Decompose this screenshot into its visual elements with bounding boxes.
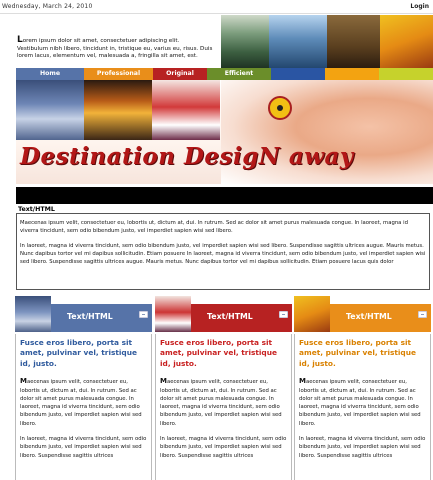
column-tab (191, 304, 292, 332)
column-header (155, 296, 292, 332)
nav-item-original[interactable]: Original (153, 68, 207, 80)
column-header (15, 296, 152, 332)
banner-photo-sunset (84, 80, 152, 140)
section-title: Text/HTML (18, 206, 55, 213)
divider-bar (16, 187, 433, 204)
column-tab-label: Text/HTML (207, 312, 253, 321)
header-photo-yacht (269, 15, 327, 68)
column-paragraph-2: In laoreet, magna id viverra tincidunt, sem odio bibendum justo, vel imperdiet sapien wisi sed libero. Suspendisse sagittis ultrices (20, 436, 147, 459)
column-subtitle: Fusce eros libero, porta sit amet, pulvinar vel, tristique id, justo. (160, 338, 278, 368)
banner-photo-architecture (16, 80, 84, 140)
column-thumbnail (294, 296, 330, 332)
column-body (15, 334, 152, 480)
column-paragraph-2: In laoreet, magna id viverra tincidunt, sem odio bibendum justo, vel imperdiet sapien wisi sed libero. Suspendisse sagittis ultrices (299, 436, 426, 459)
edit-icon[interactable] (139, 311, 148, 318)
column-thumbnail (155, 296, 191, 332)
section-text-box (16, 213, 430, 290)
column-tab (51, 304, 152, 332)
intro-drop-letter: L (17, 35, 23, 45)
intro-rest: Vestibulum nibh libero, tincidunt in, tristique eu, varius eu, risus. Duis lorem lacus, elementum vel, malesuada a, fringilla sit amet, est. (17, 45, 213, 60)
top-bar (0, 0, 433, 14)
column-drop-letter: M (20, 377, 27, 386)
login-link[interactable]: Login (410, 3, 429, 10)
column-subtitle: Fusce eros libero, porta sit amet, pulvinar vel, tristique id, justo. (20, 338, 138, 368)
current-date: Wednesday, March 24, 2010 (2, 3, 93, 10)
nav-item-professional[interactable]: Professional (84, 68, 153, 80)
header-photo-flowers (380, 15, 433, 68)
column-tab-label: Text/HTML (67, 312, 113, 321)
intro-text (17, 37, 222, 61)
edit-icon[interactable] (279, 311, 288, 318)
column-red (155, 296, 292, 480)
column-paragraph (20, 377, 147, 428)
site-logo: Destination DesigN away (20, 143, 354, 170)
header-photo-forest (221, 15, 269, 68)
column-tab-label: Text/HTML (346, 312, 392, 321)
main-nav (16, 68, 433, 80)
column-paragraph-2: In laoreet, magna id viverra tincidunt, sem odio bibendum justo, vel imperdiet sapien wisi sed libero. Suspendisse sagittis ultrices (160, 436, 287, 459)
column-paragraph-text: aecenas ipsum velit, consectetuer eu, lobortis ut, dictum at, dui. In rutrum. Sed ac dolor sit amet purus malesuada congue. In laoreet, magna id viverra tincidunt, sem odio bibendum justo, vel imperdiet sapien wisi sed libero. (20, 379, 142, 427)
section-paragraph: In laoreet, magna id viverra tincidunt, sem odio bibendum justo, vel imperdiet sapien wisi sed libero. Suspendisse sagittis ultrices augue. Mauris metus. Nunc dapibus tortor vel mi dapibus sollicitudin. Etiam posuere In laoreet, magna id viverra tincidunt, sem odio bibendum justo, vel imperdiet sapien wisi sed libero. Suspendisse sagittis ultrices augue. Mauris metus. Nunc dapibus tortor vel mi dapibus sollicitudin. Etiam posuere lacus quis dolor (20, 243, 426, 265)
banner-photo-fruit (152, 80, 220, 140)
column-drop-letter: M (299, 377, 306, 386)
nav-item-home[interactable]: Home (16, 68, 84, 80)
intro-lead: orem ipsum dolor sit amet, consectetuer adipiscing elit. (22, 38, 180, 44)
column-body (155, 334, 292, 480)
header-photo-interior (327, 15, 380, 68)
column-orange (294, 296, 431, 480)
column-subtitle: Fusce eros libero, porta sit amet, pulvinar vel, tristique id, justo. (299, 338, 417, 368)
nav-item-blank-1[interactable] (271, 68, 325, 80)
column-paragraph (160, 377, 287, 428)
column-paragraph (299, 377, 426, 428)
hazard-symbol-icon (268, 96, 292, 120)
column-thumbnail (15, 296, 51, 332)
nav-item-blank-3[interactable] (379, 68, 433, 80)
section-paragraph: Maecenas ipsum velit, consectetuer eu, lobortis ut, dictum at, dui. In rutrum. Sed ac dolor sit amet purus malesuada congue. In laoreet, magna id viverra tincidunt, sem odio bibendum justo, vel imperdiet sapien wisi sed libero. (20, 220, 408, 234)
column-drop-letter: M (160, 377, 167, 386)
nav-item-blank-2[interactable] (325, 68, 379, 80)
column-paragraph-text: aecenas ipsum velit, consectetuer eu, lobortis ut, dictum at, dui. In rutrum. Sed ac dolor sit amet purus malesuada congue. In laoreet, magna id viverra tincidunt, sem odio bibendum justo, vel imperdiet sapien wisi sed libero. (299, 379, 421, 427)
column-header (294, 296, 431, 332)
nav-item-efficient[interactable]: Efficient (207, 68, 271, 80)
hero-banner (16, 80, 433, 184)
column-body (294, 334, 431, 480)
column-tab (330, 304, 431, 332)
column-blue (15, 296, 152, 480)
edit-icon[interactable] (418, 311, 427, 318)
column-paragraph-text: aecenas ipsum velit, consectetuer eu, lobortis ut, dictum at, dui. In rutrum. Sed ac dolor sit amet purus malesuada congue. In laoreet, magna id viverra tincidunt, sem odio bibendum justo, vel imperdiet sapien wisi sed libero. (160, 379, 282, 427)
